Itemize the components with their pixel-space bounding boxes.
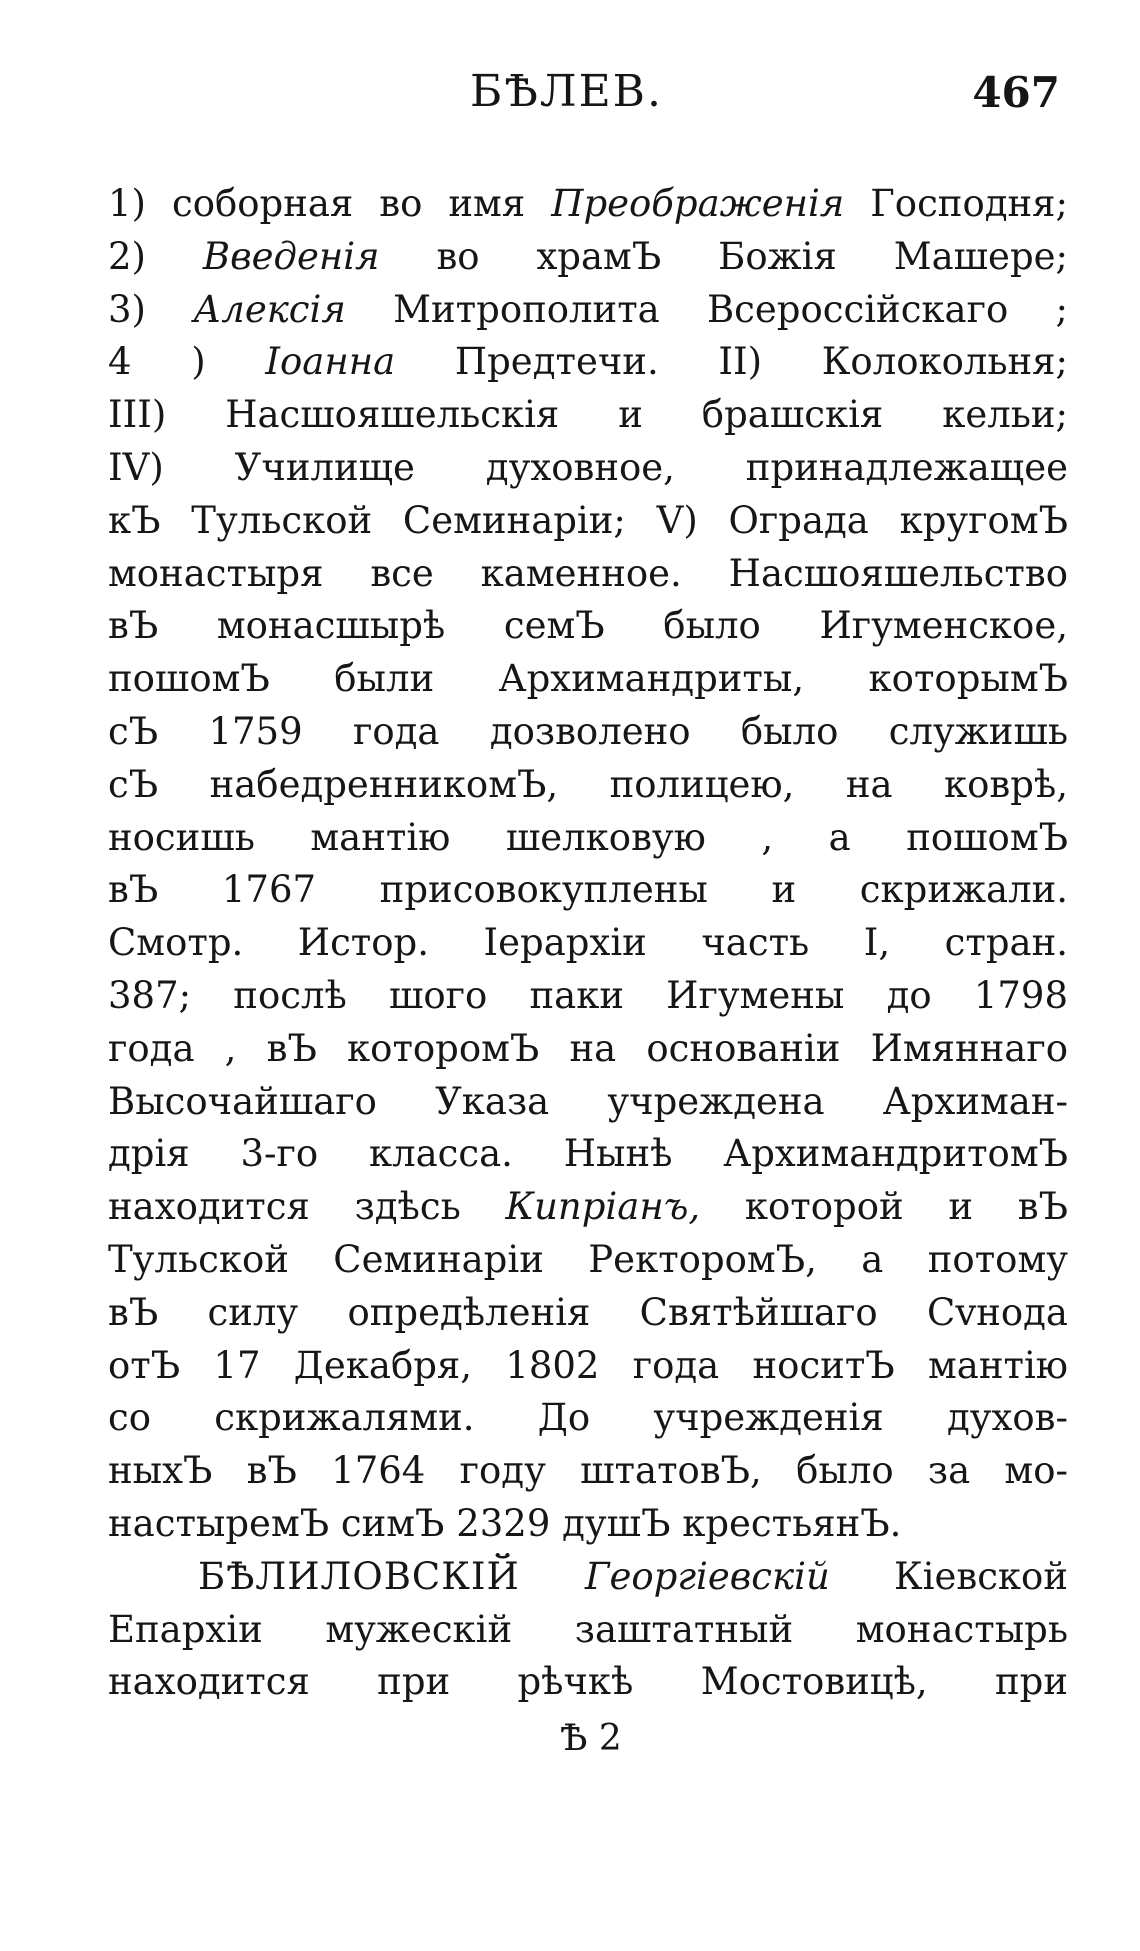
running-title: БѢЛЕВ. — [470, 66, 664, 117]
text-line-12: сЪ набедренникомЪ, полицею, на коврѣ, — [108, 762, 1068, 806]
text-line-20: находится здѣсь Кипріанъ, которой и вЪ — [108, 1185, 1068, 1229]
text-line-29: находится при рѣчкѣ Мостовицѣ, при — [108, 1660, 1068, 1704]
text-line-26: настыремЪ симЪ 2329 душЪ крестьянЪ. — [108, 1501, 902, 1545]
text-line-16: 387; послѣ шого паки Игумены до 1798 — [108, 973, 1068, 1017]
body-text — [108, 178, 1068, 1709]
text-line-28: Епархіи мужескій заштатный монастырь — [108, 1607, 1068, 1651]
text-line-22: вЪ силу опредѣленія Святѣйшаго Сvнода — [108, 1290, 1068, 1334]
text-line-3: 3) Алексія Митрополита Всероссійскаго ; — [108, 287, 1068, 331]
text-line-24: со скрижалями. До учрежденія духов- — [108, 1396, 1068, 1440]
text-line-25: ныхЪ вЪ 1764 году штатовЪ, было за мо- — [108, 1449, 1068, 1493]
text-line-7: кЪ Тульской Семинаріи; V) Ограда кругомЪ — [108, 498, 1068, 542]
text-line-13: носишь мантію шелковую , а пошомЪ — [108, 815, 1068, 859]
running-head — [0, 66, 1140, 126]
text-line-8: монастыря все каменное. Насшояшельство — [108, 551, 1068, 595]
text-line-23: отЪ 17 Декабря, 1802 года носитЪ мантію — [108, 1343, 1068, 1387]
text-line-21: Тульской Семинаріи РекторомЪ, а потому — [108, 1237, 1068, 1281]
text-line-4: 4 ) Іоанна Предтечи. II) Колокольня; — [108, 340, 1068, 384]
signature-mark: Ѣ 2 — [560, 1718, 622, 1759]
text-line-9: вЪ монасшырѣ семЪ было Игуменское, — [108, 604, 1068, 648]
text-line-6: IV) Училище духовное, принадлежащее — [108, 445, 1068, 489]
text-line-19: дрія 3-го класса. Нынѣ АрхимандритомЪ — [108, 1132, 1068, 1176]
text-line-2: 2) Введенія во храмЪ Божія Машере; — [108, 234, 1068, 278]
text-line-10: пошомЪ были Архимандриты, которымЪ — [108, 657, 1068, 701]
text-line-27: БѢЛИЛОВСКІЙ Георгіевскій Кіевской — [198, 1554, 1068, 1598]
text-line-18: Высочайшаго Указа учреждена Архиман- — [108, 1079, 1068, 1123]
text-line-15: Смотр. Истор. Іерархіи часть I, стран. — [108, 921, 1068, 965]
text-line-17: года , вЪ которомЪ на основаніи Имяннаго — [108, 1026, 1068, 1070]
text-line-1: 1) соборная во имя Преображенія Господня; — [108, 182, 1068, 225]
text-line-5: III) Насшояшельскія и брашскія кельи; — [108, 393, 1068, 437]
text-line-11: сЪ 1759 года дозволено было служишь — [108, 709, 1068, 753]
text-line-14: вЪ 1767 присовокуплены и скрижали. — [108, 868, 1068, 912]
page-number: 467 — [972, 68, 1060, 117]
